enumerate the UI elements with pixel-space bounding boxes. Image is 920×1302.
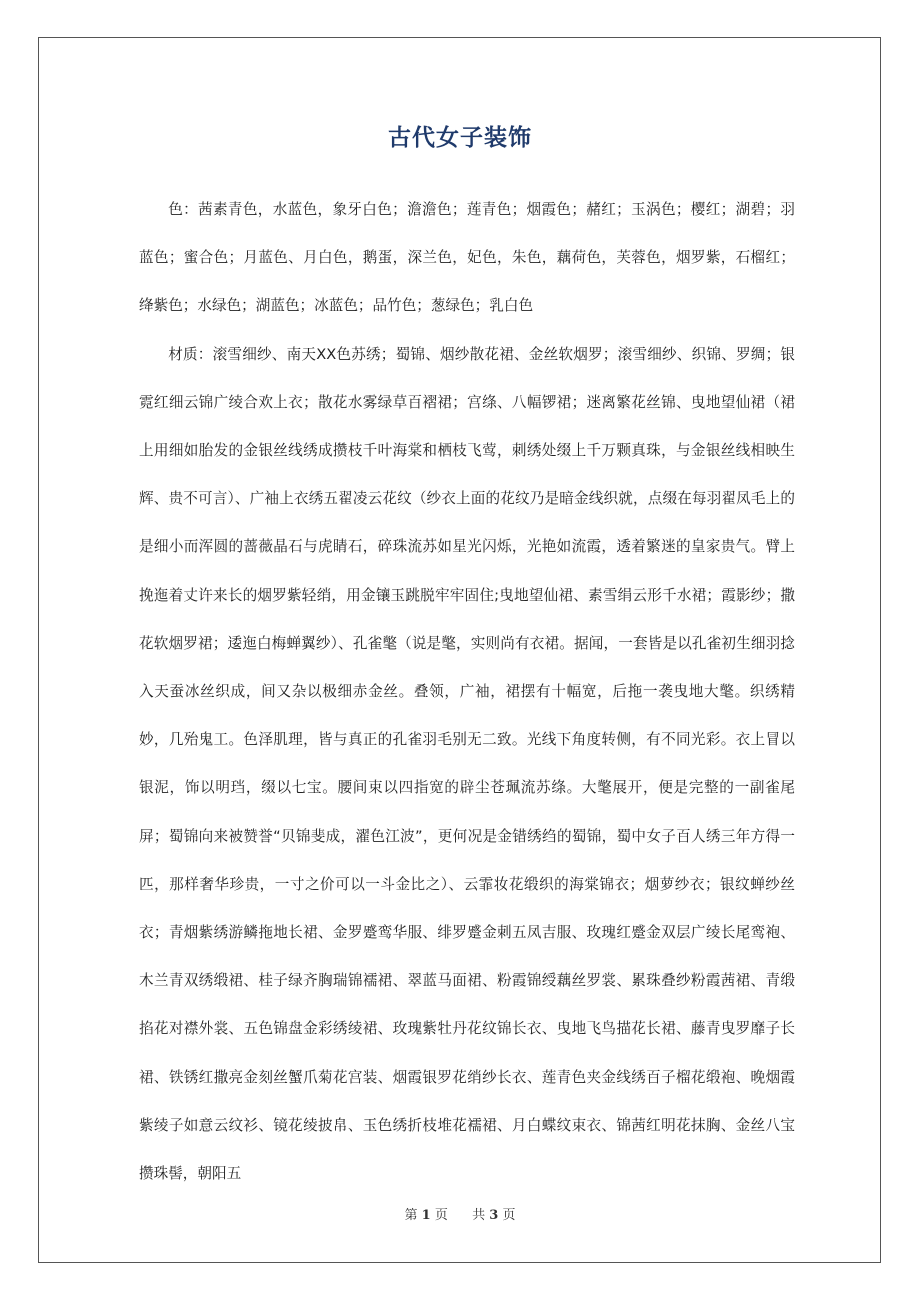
paragraph-materials: 材质：滚雪细纱、南天XX色苏绣；蜀锦、烟纱散花裙、金丝软烟罗；滚雪细纱、织锦、罗绸；银霓红细云锦广绫合欢上衣；散花水雾绿草百褶裙；宫绦、八幅锣裙；迷离繁花丝锦、曳地望仙裙（裙上用细如胎发的金银丝线绣成攒枝千叶海棠和栖枝飞莺，刺绣处缀上千万颗真珠，与金银丝线相映生辉、贵不可言）、广袖上衣绣五翟凌云花纹（纱衣上面的花纹乃是暗金线织就，点缀在每羽翟凤毛上的是细小而浑圆的蔷薇晶石与虎睛石，碎珠流苏如星光闪烁，光艳如流霞，透着繁迷的皇家贵气。臂上挽迤着丈许来长的烟罗紫轻绡，用金镶玉跳脱牢牢固住;曳地望仙裙、素雪绢云形千水裙；霞影纱；撒花软烟罗裙；逶迤白梅蝉翼纱）、孔雀氅（说是氅，实则尚有衣裙。据闻，一套皆是以孔雀初生细羽捻入天蚕冰丝织成，间又杂以极细赤金丝。叠领，广袖，裙摆有十幅宽，后拖一袭曳地大氅。织绣精妙，几殆鬼工。色泽肌理，皆与真正的孔雀羽毛别无二致。光线下角度转侧，有不同光彩。衣上冒以银泥，饰以明珰，缀以七宝。腰间束以四指宽的辟尘苍珮流苏绦。大氅展开，便是完整的一副雀尾屏；蜀锦向来被赞誉“贝锦斐成，濯色江波”，更何况是金错绣绉的蜀锦，蜀中女子百人绣三年方得一匹，那样奢华珍贵，一寸之价可以一斗金比之）、云霏妆花缎织的海棠锦衣；烟萝纱衣；银纹蝉纱丝衣；青烟紫绣游鳞拖地长裙、金罗蹙鸾华服、绯罗蹙金刺五凤吉服、玫瑰红蹙金双层广绫长尾鸾袍、木兰青双绣缎裙、桂子绿齐胸瑞锦襦裙、翠蓝马面裙、粉霞锦绶藕丝罗裳、累珠叠纱粉霞茜裙、青缎掐花对襟外裳、五色锦盘金彩绣绫裙、玫瑰紫牡丹花纹锦长衣、曳地飞鸟描花长裙、藤青曳罗靡子长裙、铁锈红撒亮金刻丝蟹爪菊花宫装、烟霞银罗花绡纱长衣、莲青色夹金线绣百子榴花缎袍、晚烟霞紫绫子如意云纹衫、镜花绫披帛、玉色绣折枝堆花襦裙、月白蝶纹束衣、锦茜红明花抹胸、金丝八宝攒珠髻，朝阳五	[139, 345, 795, 1183]
footer-total-suffix: 页	[502, 1208, 516, 1223]
paragraph-colors: 色：茜素青色，水蓝色，象牙白色；澹澹色；莲青色；烟霞色；赭红；玉涡色；樱红；湖碧；羽蓝色；蜜合色；月蓝色、月白色，鹅蛋，深兰色，妃色，朱色，藕荷色，芙蓉色，烟罗紫，石榴红；绛紫色；水绿色；湖蓝色；冰蓝色；品竹色；葱绿色；乳白色	[139, 201, 795, 315]
footer-current-page: 1	[421, 1208, 431, 1223]
footer-total-pages: 3	[489, 1208, 499, 1223]
footer-prefix: 第	[404, 1208, 418, 1223]
document-title: 古代女子装饰	[388, 125, 532, 151]
page-footer	[0, 1206, 920, 1226]
footer-page-suffix: 页	[434, 1208, 448, 1223]
footer-total-prefix: 共	[472, 1208, 486, 1223]
document-body	[139, 186, 795, 1186]
